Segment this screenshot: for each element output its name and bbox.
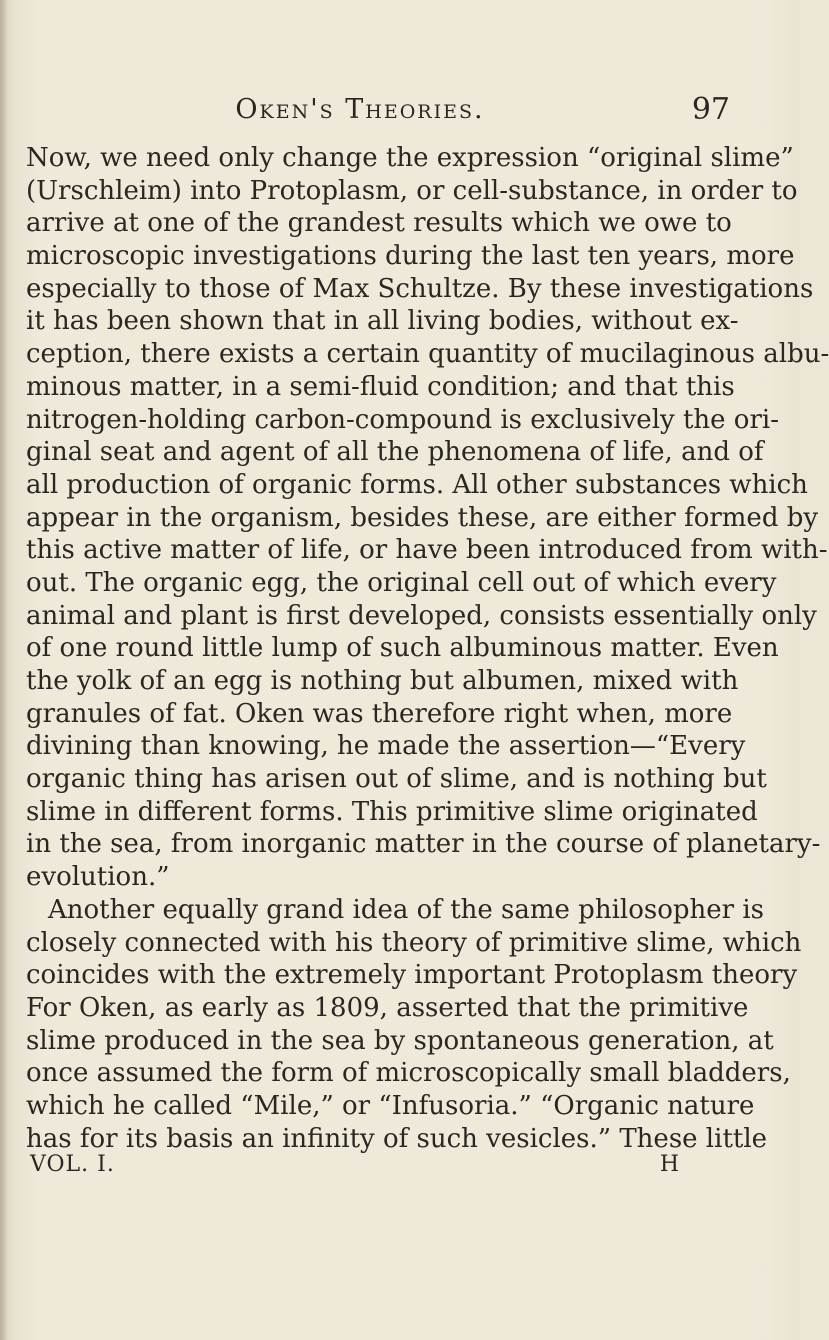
running-title: Oken's Theories. — [235, 94, 485, 125]
text-line: organic thing has arisen out of slime, and is nothing but — [26, 764, 767, 795]
text-line: especially to those of Max Schultze. By these investigations — [26, 273, 814, 304]
text-line: For Oken, as early as 1809, asserted that the primitive — [26, 992, 749, 1023]
text-line: it has been shown that in all living bodies, without ex- — [26, 306, 739, 337]
text-line: slime produced in the sea by spontaneous generation, at — [26, 1025, 774, 1056]
body-text — [26, 142, 829, 1155]
signature-mark: H — [659, 1152, 680, 1177]
text-line: divining than knowing, he made the assertion—“Every — [26, 731, 746, 762]
gutter-shadow — [0, 0, 8, 1340]
page-footer — [30, 1148, 680, 1182]
running-head — [30, 90, 730, 130]
text-line: microscopic investigations during the last ten years, more — [26, 241, 795, 272]
text-line: Now, we need only change the expression “original slime” — [26, 143, 794, 173]
text-line: closely connected with his theory of primitive slime, which — [26, 927, 802, 958]
text-line: out. The organic egg, the original cell out of which every — [26, 567, 777, 598]
volume-mark: VOL. I. — [30, 1152, 115, 1177]
text-line: evolution.” — [26, 862, 170, 893]
text-line: slime in different forms. This primitive slime originated — [26, 796, 758, 827]
text-line: Another equally grand idea of the same philosopher is — [48, 894, 764, 925]
text-line: granules of fat. Oken was therefore right when, more — [26, 698, 733, 729]
text-line: ginal seat and agent of all the phenomena of life, and of — [26, 437, 764, 468]
text-line: has for its basis an infinity of such vesicles.” These little — [26, 1123, 768, 1154]
text-line: arrive at one of the grandest results which we owe to — [26, 208, 732, 239]
page-number: 97 — [691, 92, 730, 127]
text-line: appear in the organism, besides these, are either formed by — [26, 502, 819, 533]
text-line: once assumed the form of microscopically small bladders, — [26, 1058, 791, 1089]
text-line: all production of organic forms. All other substances which — [26, 469, 808, 500]
text-line: in the sea, from inorganic matter in the course of planetary- — [26, 829, 821, 860]
text-line: the yolk of an egg is nothing but albumen, mixed with — [26, 666, 739, 696]
text-line: (Urschleim) into Protoplasm, or cell-substance, in order to — [26, 175, 798, 206]
text-line: minous matter, in a semi-fluid condition; and that this — [26, 371, 735, 402]
text-line: which he called “Mile,” or “Infusoria.” “Organic nature — [26, 1090, 755, 1121]
text-line: nitrogen-holding carbon-compound is exclusively the ori- — [26, 404, 779, 435]
text-line: this active matter of life, or have been introduced from with- — [26, 535, 828, 566]
text-line: coincides with the extremely important Protoplasm theory — [26, 960, 798, 991]
text-line: ception, there exists a certain quantity of mucilaginous albu- — [26, 339, 829, 370]
text-line: of one round little lump of such albuminous matter. Even — [26, 633, 779, 664]
text-line: animal and plant is first developed, consists essentially only — [26, 600, 817, 631]
